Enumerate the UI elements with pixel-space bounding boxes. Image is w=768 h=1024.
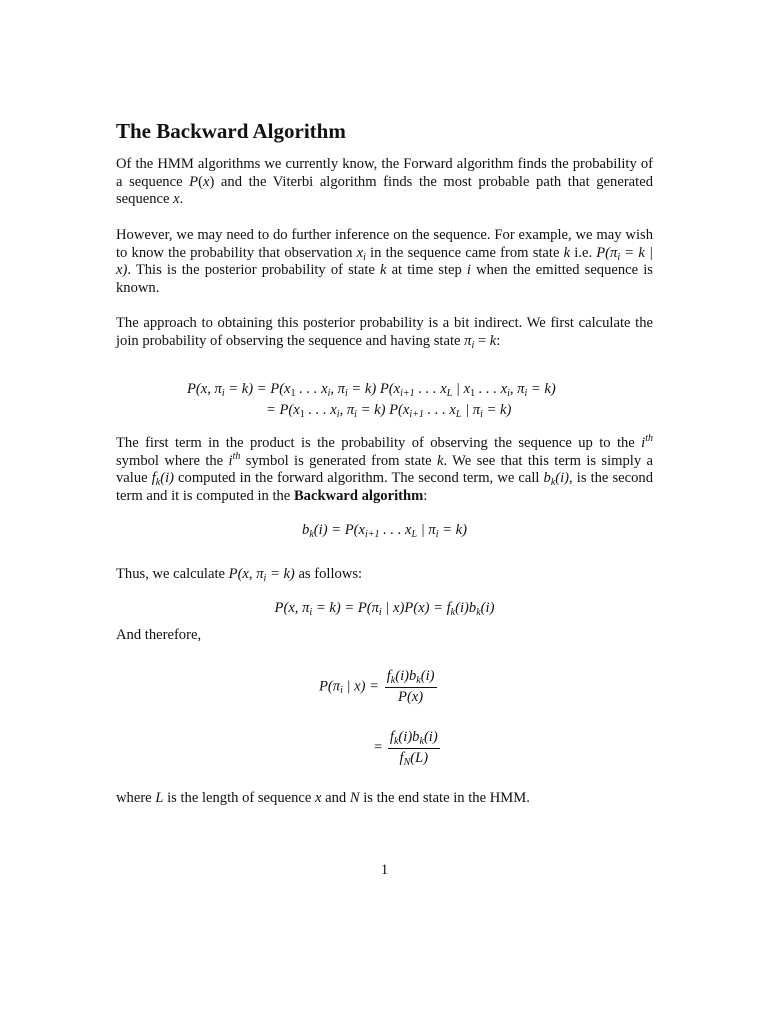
math-var: f xyxy=(151,470,156,487)
text: . This is the posterior probability of state xyxy=(127,262,380,279)
math-sup: th xyxy=(232,450,241,462)
text: in the sequence came from state xyxy=(365,244,564,261)
math-expr: = k) xyxy=(266,566,295,582)
text: symbol is generated from state xyxy=(240,452,437,469)
math-var: (i) xyxy=(555,470,570,487)
page-title: The Backward Algorithm xyxy=(116,119,346,143)
math-var: k xyxy=(379,262,387,279)
equation-product: P(x, $\pi_i = k) = P(\pi_i$ | $x)P(x) = f_k(i)b_k(i)$ xyxy=(274,600,495,618)
equation-posterior: $P(\pi_i$ | x) = $\frac{f_k(i)b_k(i)}{P(x)}$ xyxy=(319,668,435,705)
paragraph-motivation xyxy=(116,227,653,297)
math-expr: P(x, π xyxy=(228,566,264,582)
text: is the end state in the HMM. xyxy=(359,790,530,806)
text: = xyxy=(474,332,490,349)
math-var: x xyxy=(202,173,210,190)
math-var: (i) xyxy=(160,470,174,487)
paragraph-where xyxy=(116,790,653,808)
paragraph-therefore xyxy=(116,627,653,645)
text: ) and the Viterbi algorithm finds the most probable path that generated sequence xyxy=(116,173,653,208)
bold-term: Backward algorithm xyxy=(293,487,424,504)
document-page xyxy=(116,0,653,1024)
text: where xyxy=(116,790,156,806)
text: computed in the forward algorithm. The second term, we call xyxy=(173,470,544,487)
math-var: i xyxy=(641,435,646,451)
math-sub: i xyxy=(363,251,366,263)
math-var: k xyxy=(563,244,571,261)
text: The approach to obtaining this posterior probability is a bit indirect. We first calculate the join probability of observing the sequence and having state xyxy=(116,315,653,349)
math-var: k xyxy=(489,332,497,349)
math-var: i xyxy=(228,452,233,469)
paragraph-thus xyxy=(116,566,653,584)
text: ( xyxy=(198,173,203,190)
math-var: x xyxy=(356,244,364,261)
page-number: 1 xyxy=(380,862,389,878)
equation-joint-line1: P(x, $\pi_i = k) = P(x_1$ . . . $x_i$, $\pi_i = k$) $P(x_{i+1}$ . . . $x_L$ | $x_1$ . . . $x_i$, $\pi_i = k$) xyxy=(187,381,556,399)
math-var: i xyxy=(466,262,471,279)
math-expr: P(π xyxy=(596,244,618,261)
fraction: $\frac{f_k(i)b_k(i)}{P(x)}$ xyxy=(386,668,435,705)
text: The first term in the product is the probability of observing the sequence up to the xyxy=(116,435,642,451)
math-sub: k xyxy=(155,477,161,489)
math-sup: th xyxy=(645,433,653,444)
text: and xyxy=(321,790,350,806)
math-var: N xyxy=(349,790,360,806)
text: Thus, we calculate xyxy=(116,566,229,582)
math-var: P xyxy=(189,173,199,190)
fraction: $\frac{f_k(i)b_k(i)}{f_N(L)}$ xyxy=(389,729,438,768)
equation-posterior-final: = $\frac{f_k(i)b_k(i)}{f_N(L)}$ xyxy=(374,729,438,768)
paragraph-approach xyxy=(116,315,653,350)
math-var: b xyxy=(543,470,551,487)
text: . xyxy=(179,191,184,208)
text: Of the HMM algorithms we currently know, the Forward algorithm finds the probability of a sequence xyxy=(116,156,653,190)
math-sub: i xyxy=(617,251,621,263)
text: : xyxy=(423,487,428,504)
text: is the length of sequence xyxy=(163,790,316,806)
text: , is the second term and it is computed in the xyxy=(116,470,653,504)
text: And therefore, xyxy=(116,627,202,643)
text: as follows: xyxy=(294,566,363,582)
math-sub: i xyxy=(471,339,475,351)
text: symbol where the xyxy=(116,452,229,469)
math-sub: i xyxy=(263,573,267,584)
text: at time step xyxy=(386,262,467,279)
paragraph-terms xyxy=(116,435,653,505)
text: However, we may need to do further inference on the sequence. For example, we may wish to know the probability that observation xyxy=(116,227,653,261)
text: . We see that this term is simply a value xyxy=(116,452,653,487)
math-sub: k xyxy=(550,477,556,489)
text: : xyxy=(496,332,501,349)
math-var: x xyxy=(315,790,322,806)
math-expr: = k | x) xyxy=(116,244,653,279)
paragraph-intro xyxy=(116,156,653,209)
math-var: x xyxy=(173,191,180,208)
math-var: k xyxy=(436,452,444,469)
math-var: L xyxy=(155,790,164,806)
equation-backward-def: $b_k(i) = P(x_{i+1}$ . . . $x_L$ | $\pi_i = k$) xyxy=(302,522,467,540)
text: i.e. xyxy=(570,244,597,261)
math-var: π xyxy=(464,332,472,349)
equation-joint-line2: = $P(x_1$ . . . $x_i$, $\pi_i = k$) $P(x_{i+1}$ . . . $x_L$ | $\pi_i = k$) xyxy=(266,402,512,420)
text: when the emitted sequence is known. xyxy=(116,262,653,296)
